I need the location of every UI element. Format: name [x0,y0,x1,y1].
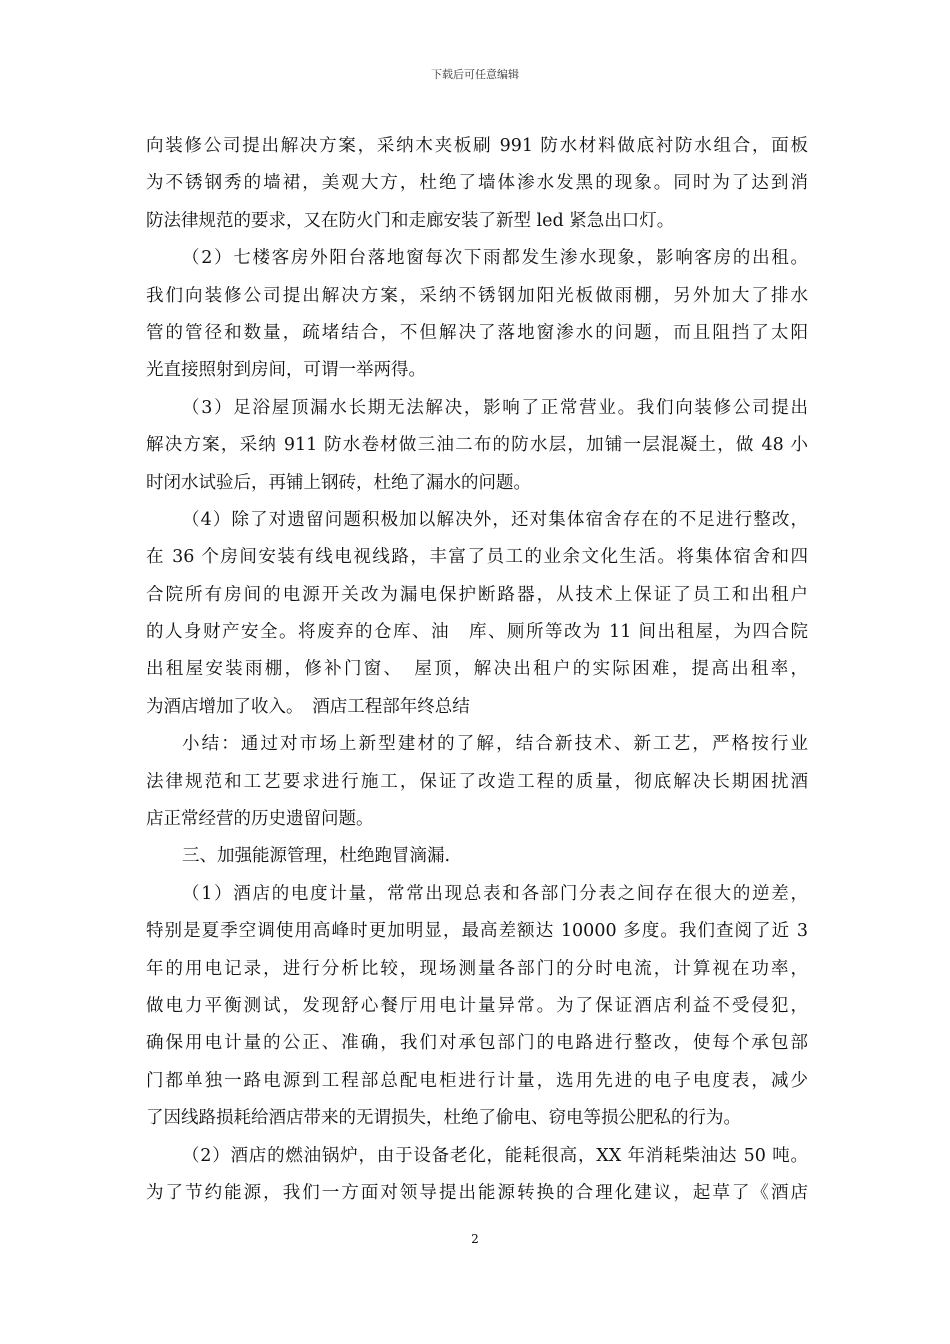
text-line: （3）足浴屋顶漏水长期无法解决，影响了正常营业。我们向装修公司提出 [182,397,808,418]
text-line: 店正常经营的历史遗留问题。 [146,809,374,830]
text-line: 为酒店增加了收入。 酒店工程部年终总结 [146,696,470,717]
text-line: 门都单独一路电源到工程部总配电柜进行计量，选用先进的电子电度表，减少 [146,1070,808,1091]
text-line: 为了节约能源，我们一方面对领导提出能源转换的合理化建议，起草了《酒店 [146,1182,808,1203]
text-line: 在 36 个房间安装有线电视线路，丰富了员工的业余文化生活。将集体宿舍和四 [146,547,808,568]
text-line: 时闭水试验后，再铺上钢砖，杜绝了漏水的问题。 [146,472,531,493]
text-line: （2）七楼客房外阳台落地窗每次下雨都发生渗水现象，影响客房的出租。 [182,248,808,269]
page-number: 2 [471,1232,479,1246]
text-line: 确保用电计量的公正、准确，我们对承包部门的电路进行整改，使每个承包部 [146,1033,808,1054]
text-line: 小结：通过对市场上新型建材的了解，结合新技术、新工艺，严格按行业 [182,734,808,755]
text-line: 向装修公司提出解决方案，采纳木夹板刷 991 防水材料做底衬防水组合，面板 [146,136,808,156]
text-line: 了因线路损耗给酒店带来的无谓损失，杜绝了偷电、窃电等损公肥私的行为。 [146,1108,741,1129]
text-line: （2）酒店的燃油锅炉，由于设备老化，能耗很高，XX 年消耗柴油达 50 吨。 [182,1145,808,1166]
text-line: 我们向装修公司提出解决方案，采纳不锈钢加阳光板做雨棚，另外加大了排水 [146,285,808,306]
section-heading: 三、加强能源管理，杜绝跑冒滴漏. [182,846,451,867]
document-body [146,128,808,1212]
text-line: 做电力平衡测试，发现舒心餐厅用电计量异常。为了保证酒店利益不受侵犯， [146,995,808,1016]
text-line: 防法律规范的要求，又在防火门和走廊安装了新型 led 紧急出口灯。 [146,210,675,231]
text-line: （4）除了对遗留问题积极加以解决外，还对集体宿舍存在的不足进行整改， [182,509,808,530]
text-line: 解决方案，采纳 911 防水卷材做三油二布的防水层，加铺一层混凝土，做 48 小 [146,435,808,456]
text-line: 为不锈钢秀的墙裙，美观大方，杜绝了墙体渗水发黑的现象。同时为了达到消 [146,173,808,194]
text-line: 管的管径和数量，疏堵结合，不但解决了落地窗渗水的问题，而且阻挡了太阳 [146,322,808,343]
text-line: 年的用电记录，进行分析比较，现场测量各部门的分时电流，计算视在功率， [146,958,808,979]
text-line: 特别是夏季空调使用高峰时更加明显，最高差额达 10000 多度。我们查阅了近 3 [146,921,808,942]
text-line: 出租屋安装雨棚，修补门窗、 屋顶，解决出租户的实际困难，提高出租率， [146,659,808,680]
page-header: 下载后可任意编辑 [431,68,519,81]
text-line: 法律规范和工艺要求进行施工，保证了改造工程的质量，彻底解决长期困扰酒 [146,771,808,792]
text-line: 光直接照射到房间，可谓一举两得。 [146,360,426,381]
text-line: （1）酒店的电度计量，常常出现总表和各部门分表之间存在很大的逆差， [182,883,808,904]
text-line: 合院所有房间的电源开关改为漏电保护断路器，从技术上保证了员工和出租户 [146,584,808,605]
text-line: 的人身财产安全。将废弃的仓库、油 库、厕所等改为 11 间出租屋，为四合院 [146,622,808,643]
